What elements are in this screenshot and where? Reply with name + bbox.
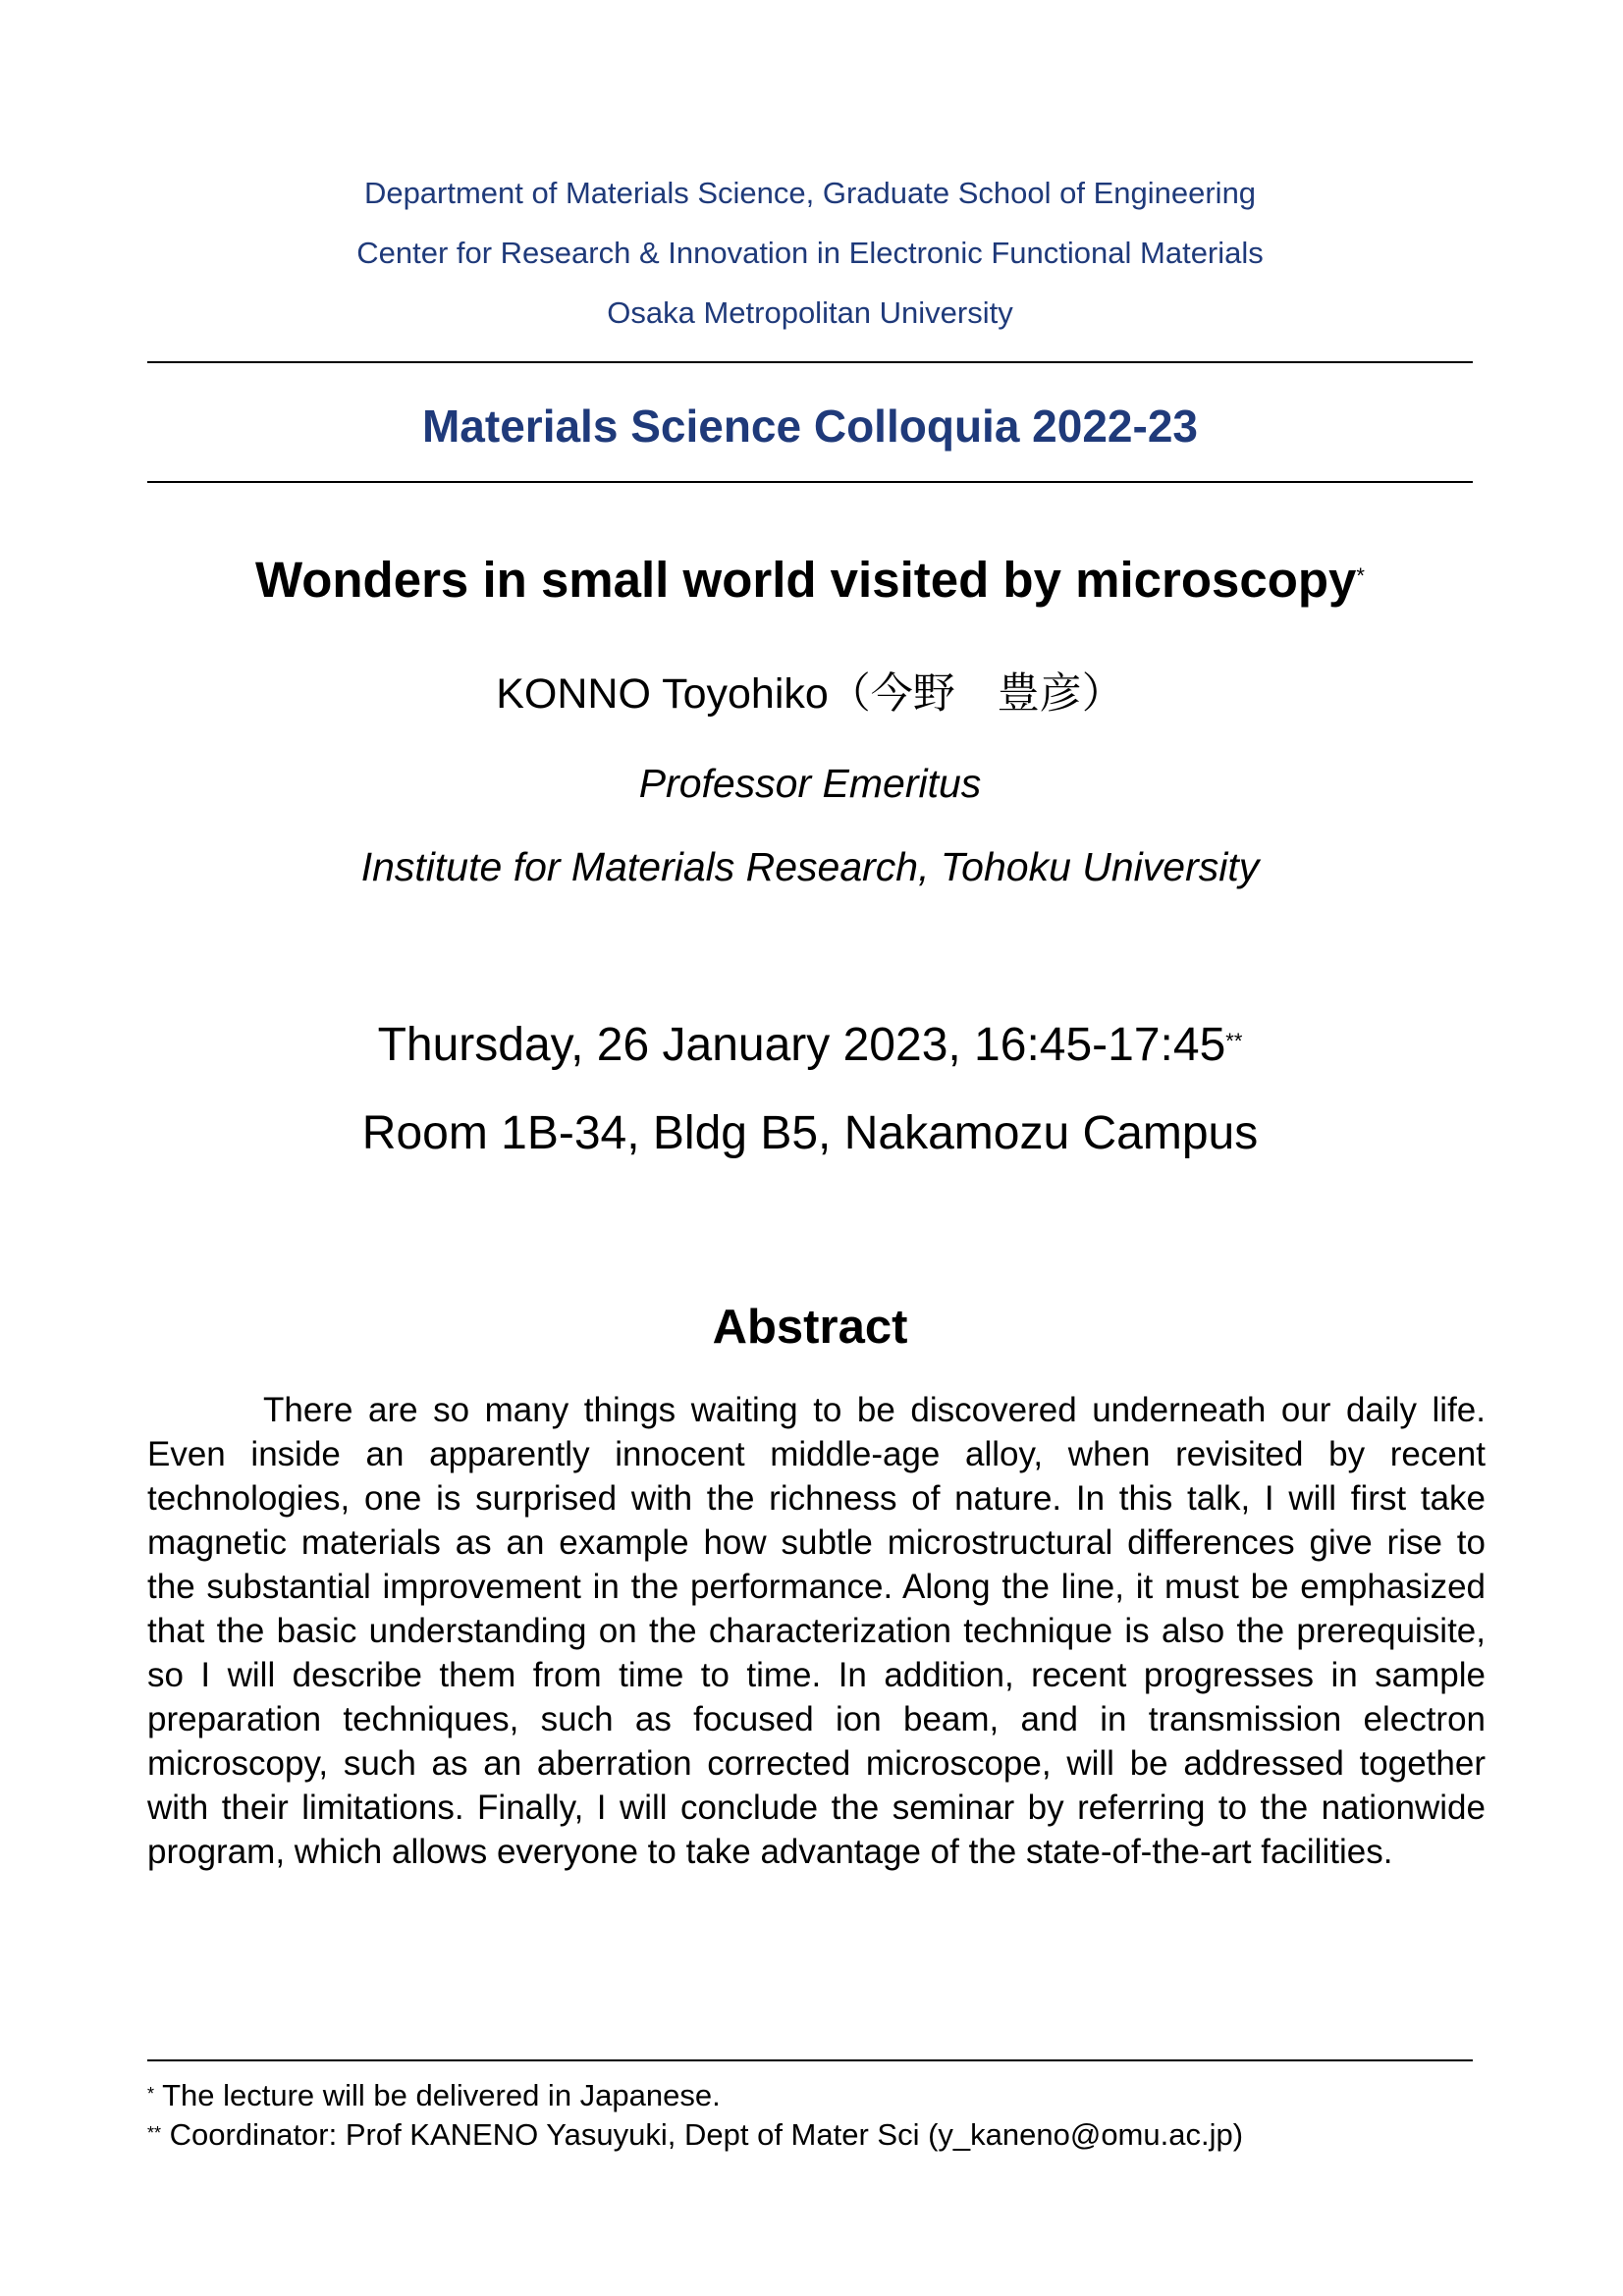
university-name: Osaka Metropolitan University [607, 295, 1013, 330]
talk-title-footnote-mark: * [1356, 563, 1365, 588]
footnote-2-mark: ** [147, 2123, 162, 2143]
footnote-rule [147, 2059, 1473, 2061]
talk-title-text: Wonders in small world visited by microscopy [255, 552, 1357, 608]
footnote-2 [147, 2116, 1473, 2154]
abstract-body: There are so many things waiting to be discovered underneath our daily life. Even inside an apparently innocent middle-age alloy, when revisited by recent technologies, one is surprised with the richness of nature. In this talk, I will first take magnetic materials as an example how subtle microstructural differences give rise to the substantial improvement in the performance. Along the line, it must be emphasized that the basic understanding on the characterization technique is also the prerequisite, so I will describe them from time to time. In addition, recent progresses in sample preparation techniques, such as focused ion beam, and in transmission electron microscopy, such as an aberration corrected microscope, will be addressed together with their limitations. Finally, I will conclude the seminar by referring to the nationwide program, which allows everyone to take advantage of the state-of-the-art facilities. [147, 1391, 1486, 1871]
footnote-2-text: Coordinator: Prof KANENO Yasuyuki, Dept of Mater Sci (y_kaneno@omu.ac.jp) [169, 2117, 1244, 2152]
event-datetime-footnote-mark: ** [1225, 1029, 1243, 1053]
footnote-1 [147, 2077, 1473, 2114]
event-datetime [147, 1017, 1473, 1074]
header-top-rule [147, 361, 1473, 363]
talk-title [147, 550, 1473, 611]
speaker-institution: Institute for Materials Research, Tohoku University [360, 844, 1260, 889]
speaker-name: KONNO Toyohiko（今野 豊彦） [496, 670, 1124, 718]
department-name: Department of Materials Science, Graduate School of Engineering [363, 176, 1257, 210]
speaker-position: Professor Emeritus [638, 761, 982, 806]
abstract-heading: Abstract [712, 1301, 908, 1354]
event-location: Room 1B-34, Bldg B5, Nakamozu Campus [361, 1107, 1259, 1159]
header-bottom-rule [147, 481, 1473, 483]
footnote-1-text: The lecture will be delivered in Japanese. [162, 2078, 721, 2112]
center-name: Center for Research & Innovation in Electronic Functional Materials [356, 236, 1264, 270]
series-title: Materials Science Colloquia 2022-23 [421, 400, 1199, 452]
event-datetime-text: Thursday, 26 January 2023, 16:45-17:45 [377, 1019, 1226, 1071]
footnote-1-mark: * [147, 2084, 155, 2104]
